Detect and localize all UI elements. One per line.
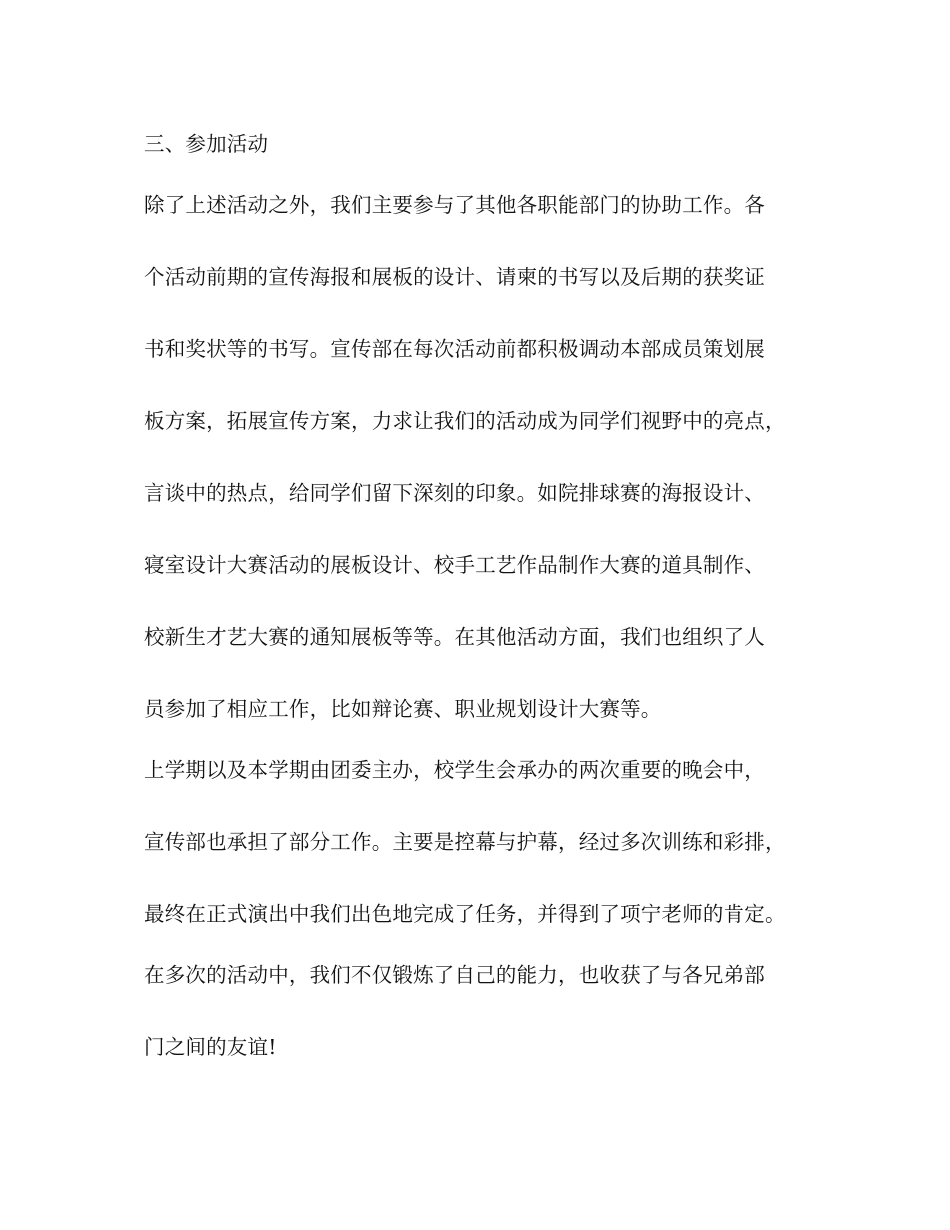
paragraph-line: 最终在正式演出中我们出色地完成了任务，并得到了项宁老师的肯定。 — [144, 902, 786, 926]
paragraph-line: 宣传部也承担了部分工作。主要是控幕与护幕，经过多次训练和彩排， — [144, 830, 786, 854]
paragraph-line: 寝室设计大赛活动的展板设计、校手工艺作品制作大赛的道具制作、 — [144, 553, 765, 577]
paragraph-line: 员参加了相应工作，比如辩论赛、职业规划设计大赛等。 — [144, 697, 662, 721]
section-heading: 三、参加活动 — [144, 132, 269, 156]
paragraph-line: 除了上述活动之外，我们主要参与了其他各职能部门的协助工作。各 — [144, 193, 765, 217]
paragraph-line: 个活动前期的宣传海报和展板的设计、请柬的书写以及后期的获奖证 — [144, 265, 765, 289]
paragraph-line: 门之间的友谊! — [144, 1035, 277, 1059]
paragraph-line: 板方案，拓展宣传方案，力求让我们的活动成为同学们视野中的亮点， — [144, 409, 786, 433]
paragraph-line: 言谈中的热点，给同学们留下深刻的印象。如院排球赛的海报设计、 — [144, 481, 765, 505]
paragraph-line: 校新生才艺大赛的通知展板等等。在其他活动方面，我们也组织了人 — [144, 625, 765, 649]
paragraph-line: 上学期以及本学期由团委主办，校学生会承办的两次重要的晚会中， — [144, 758, 765, 782]
paragraph-line: 书和奖状等的书写。宣传部在每次活动前都积极调动本部成员策划展 — [144, 337, 765, 361]
paragraph-line: 在多次的活动中，我们不仅锻炼了自己的能力，也收获了与各兄弟部 — [144, 963, 765, 987]
